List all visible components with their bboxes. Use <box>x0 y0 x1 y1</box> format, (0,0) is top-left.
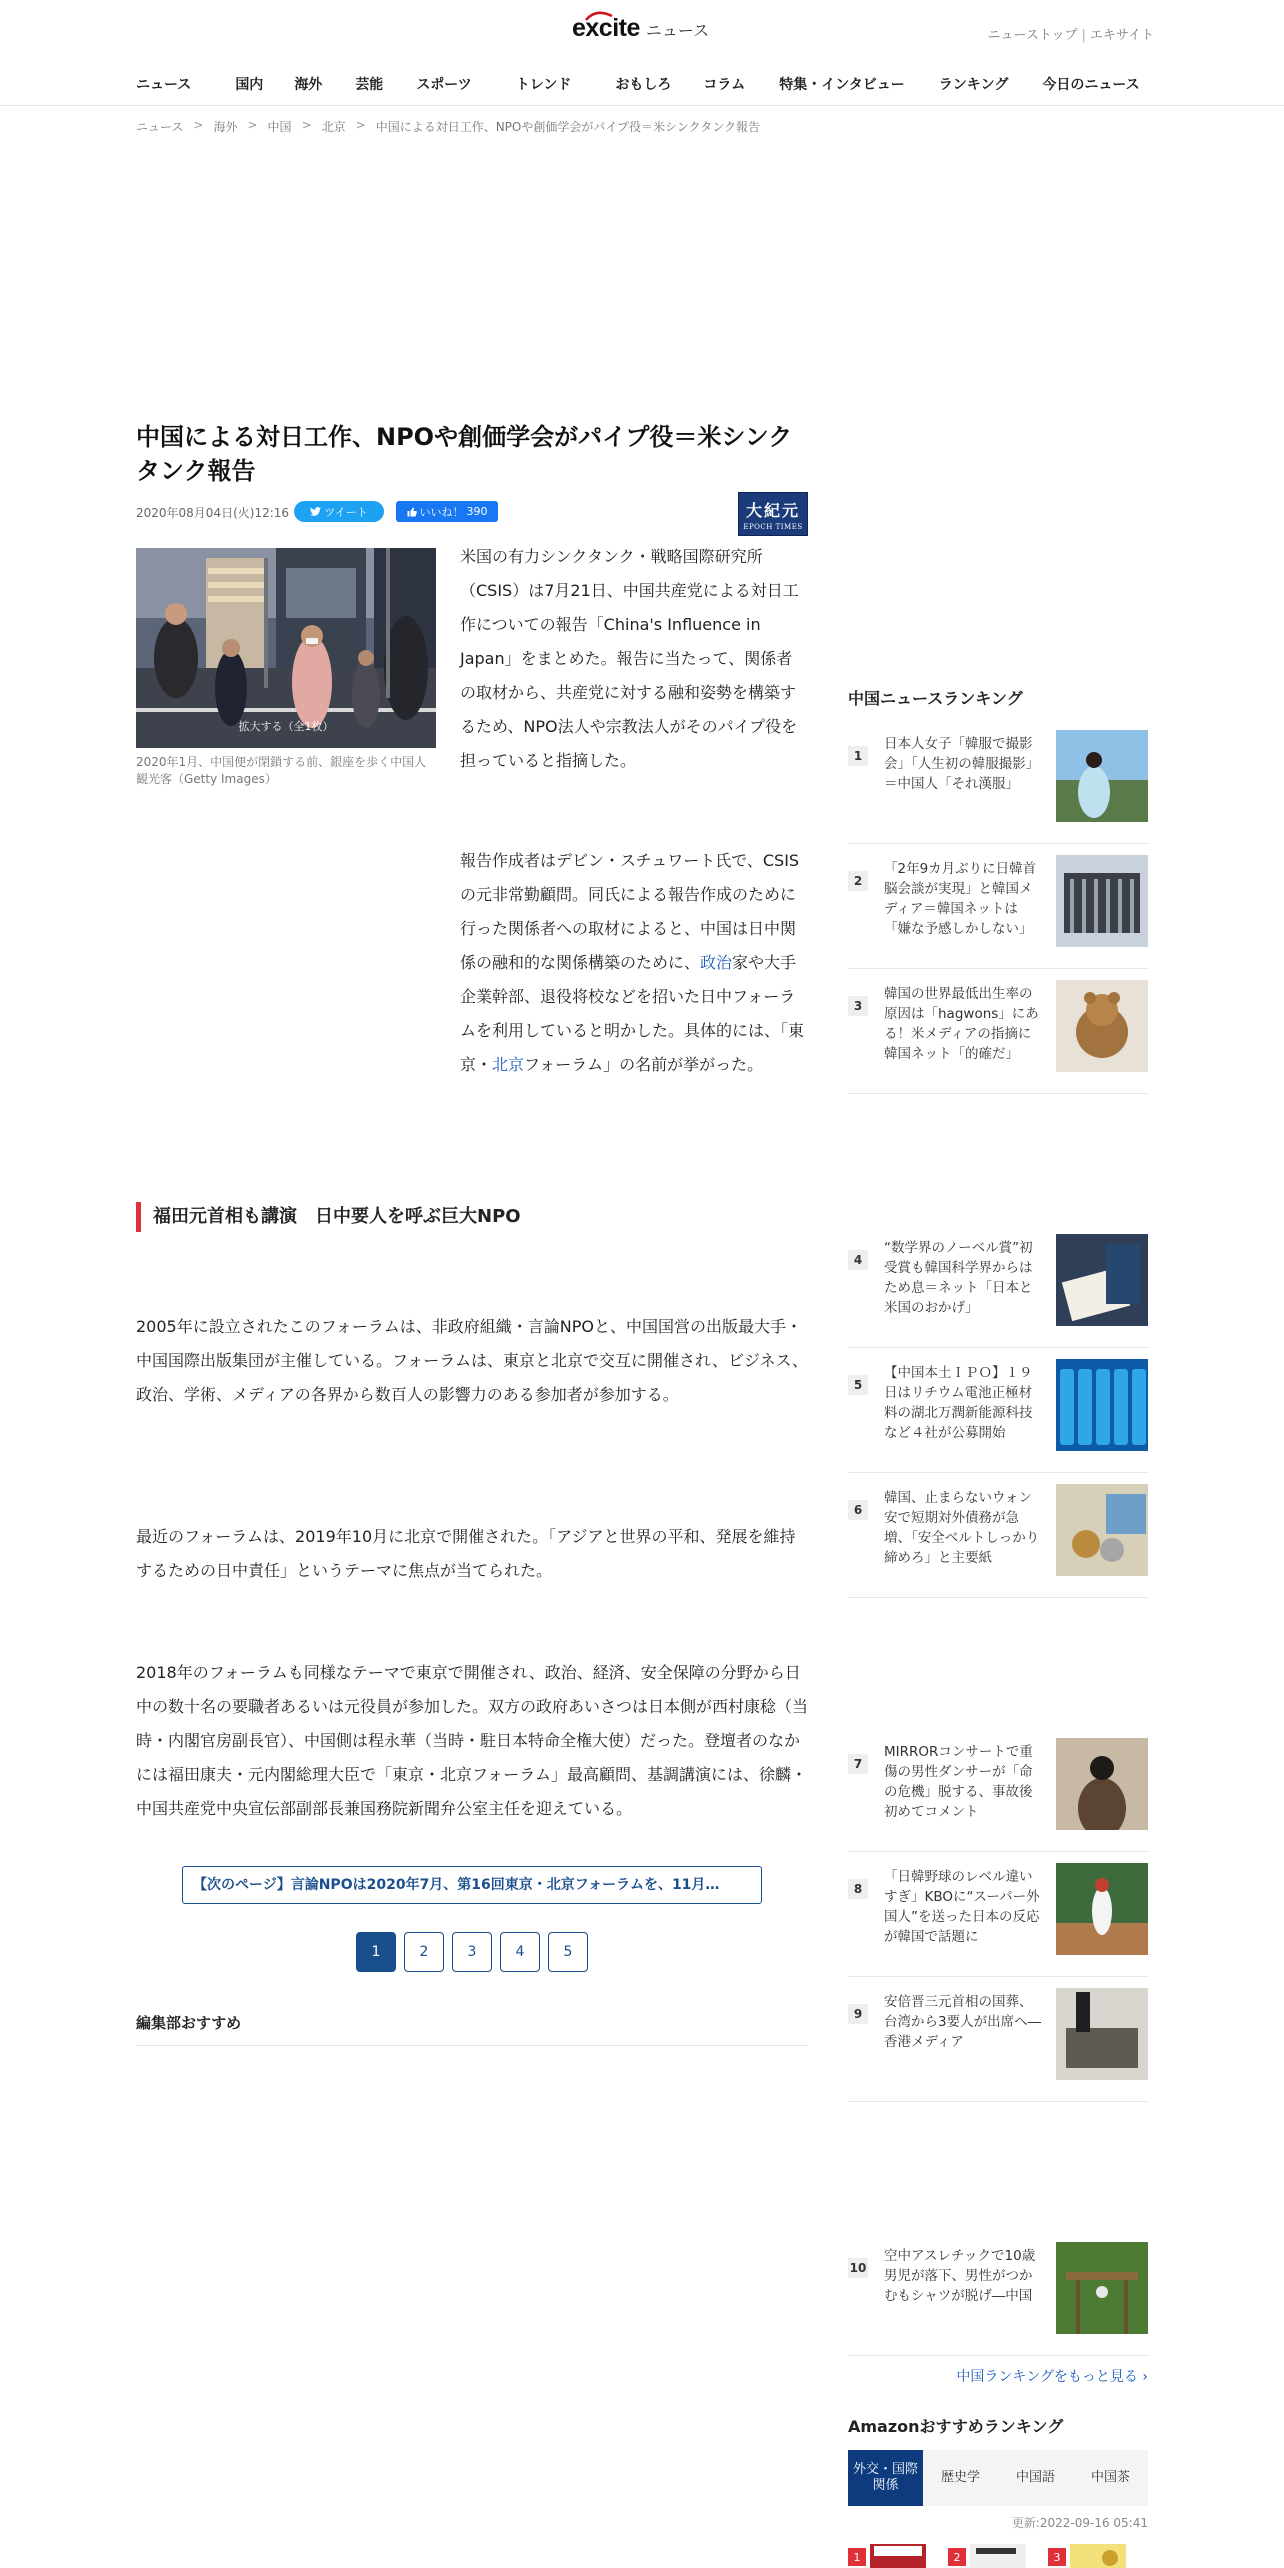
tab-history[interactable]: 歴史学 <box>923 2450 998 2506</box>
rank-number: 3 <box>848 996 868 1016</box>
nav-item-trend[interactable]: トレンド <box>515 77 572 93</box>
page-1-button[interactable]: 1 <box>356 1932 396 1972</box>
ranking-item[interactable] <box>848 2242 1148 2356</box>
nav-item-ranking[interactable]: ランキング <box>938 77 1009 93</box>
like-count: 390 <box>466 505 488 518</box>
ranking-item[interactable] <box>848 1863 1148 1977</box>
para2-text-c: フォーラム」の名前が挙がった。 <box>524 1055 764 1074</box>
nav-item-column[interactable]: コラム <box>703 77 746 93</box>
thumbs-up-icon <box>407 507 417 517</box>
article-paragraph-3: 2005年に設立されたこのフォーラムは、非政府組織・言論NPOと、中国国営の出版最大手・中国国際出版集団が主催している。フォーラムは、東京と北京で交互に開催され、ビジネス、政治、学術、メディアの各界から数百人の影響力のある参加者が参加する。 <box>136 1317 809 1404</box>
amazon-ranking-title: Amazonおすすめランキング <box>848 2417 1064 2436</box>
logo-wordmark: excite <box>572 14 640 42</box>
rank-thumbnail-image <box>1056 1234 1148 1326</box>
page-3-button[interactable]: 3 <box>452 1932 492 1972</box>
rank-number: 9 <box>848 2004 868 2024</box>
article-meta <box>136 492 808 532</box>
nav-item-today[interactable]: 今日のニュース <box>1042 77 1140 93</box>
rank-number: 5 <box>848 1375 868 1395</box>
ranking-item[interactable] <box>848 1484 1148 1598</box>
breadcrumb-current: 中国による対日工作、NPOや創価学会がパイプ役＝米シンクタンク報告 <box>375 120 760 134</box>
ranking-item[interactable] <box>848 730 1148 844</box>
article-lead: 米国の有力シンクタンク・戦略国際研究所（CSIS）は7月21日、中国共産党による対日工作についての報告「China's Influence in Japan」をまとめた。報告に当たって、関係者の取材から、共産党に対する融和姿勢を構築するため、NPO法人や宗教法人がそのパイプ役を担っていると指摘した。 <box>460 547 799 770</box>
rank-number: 6 <box>848 1500 868 1520</box>
rank-headline[interactable]: 韓国、止まらないウォン安で短期対外債務が急増、「安全ベルトしっかり締めろ」と主要紙 <box>884 1490 1040 1566</box>
rank-thumbnail-image <box>1056 2242 1148 2334</box>
breadcrumb-china[interactable]: 中国 <box>267 120 292 134</box>
rank-thumbnail-image <box>1056 1863 1148 1955</box>
rank-headline[interactable]: 安倍晋三元首相の国葬、台湾から3要人が出席へ―香港メディア <box>884 1994 1042 2050</box>
page-2-button[interactable]: 2 <box>404 1932 444 1972</box>
book-cover-image[interactable] <box>970 2544 1026 2568</box>
rank-number: 4 <box>848 1250 868 1270</box>
editor-recommend-heading: 編集部おすすめ <box>136 2012 808 2046</box>
ranking-item[interactable] <box>848 1234 1148 1348</box>
rank-thumbnail-image <box>1056 730 1148 822</box>
chevron-right-icon: › <box>1142 2369 1148 2385</box>
rank-headline[interactable]: “数学界のノーベル賞”初受賞も韓国科学界からはため息＝ネット「日本と米国のおかげ」 <box>884 1240 1033 1316</box>
rank-thumbnail-image <box>1056 855 1148 947</box>
more-ranking-label: 中国ランキングをもっと見る <box>956 2369 1138 2385</box>
logo-subtitle: ニュース <box>645 21 710 40</box>
tweet-label: ツイート <box>324 505 368 519</box>
nav-item-entertainment[interactable]: 芸能 <box>355 77 384 93</box>
tab-chinese-language[interactable]: 中国語 <box>998 2450 1073 2506</box>
tab-diplomacy[interactable]: 外交・国際関係 <box>848 2450 923 2506</box>
tweet-button[interactable] <box>294 501 384 522</box>
photo-caption: 2020年1月、中国便が閉鎖する前、銀座を歩く中国人観光客（Getty Images） <box>136 755 427 786</box>
rank-thumbnail-image <box>1056 1359 1148 1451</box>
excite-logo[interactable] <box>572 14 709 43</box>
facebook-like-button[interactable] <box>396 501 498 522</box>
rank-headline[interactable]: 韓国の世界最低出生率の原因は「hagwons」にある！米メディアの指摘に韓国ネット「的確だ」 <box>884 986 1039 1062</box>
ranking-title: 中国ニュースランキング <box>848 689 1023 708</box>
nav-item-features[interactable]: 特集・インタビュー <box>779 77 905 93</box>
ranking-item[interactable] <box>848 855 1148 969</box>
amazon-products <box>848 2544 1148 2568</box>
epoch-logo-text: 大紀元 <box>745 500 800 520</box>
rank-headline[interactable]: 【中国本土ＩＰＯ】１９日はリチウム電池正極材料の湖北万潤新能源科技など４社が公募開始 <box>884 1365 1033 1441</box>
more-ranking-link[interactable] <box>848 2366 1148 2386</box>
photo-enlarge-label[interactable]: 拡大する（全1枚） <box>238 720 334 733</box>
rank-number: 8 <box>848 1879 868 1899</box>
page-4-button[interactable]: 4 <box>500 1932 540 1972</box>
breadcrumb-overseas[interactable]: 海外 <box>213 120 238 134</box>
rank-thumbnail-image <box>1056 1988 1148 2080</box>
epoch-logo-subtext: EPOCH TIMES <box>743 522 803 531</box>
beijing-link[interactable]: 北京 <box>492 1055 525 1074</box>
top-links: ニューストップ | エキサイト <box>987 28 1154 43</box>
article <box>136 420 809 2032</box>
epoch-times-logo[interactable] <box>738 492 808 536</box>
breadcrumb-beijing[interactable]: 北京 <box>321 120 346 134</box>
amazon-rank-badge: 2 <box>948 2548 966 2566</box>
logo-swoosh-icon <box>584 10 614 22</box>
book-cover-image[interactable] <box>1070 2544 1126 2568</box>
breadcrumb: ニュース > 海外 > 中国 > 北京 > 中国による対日工作、NPOや創価学会がパイプ役＝米シンクタンク報告 <box>136 118 760 134</box>
rank-number: 10 <box>848 2258 868 2278</box>
amazon-updated-time: 更新:2022-09-16 05:41 <box>1011 2516 1148 2530</box>
top-link-excite[interactable]: エキサイト <box>1089 28 1154 43</box>
book-cover-image[interactable] <box>870 2544 926 2568</box>
rank-thumbnail-image <box>1056 1738 1148 1830</box>
nav-item-news[interactable]: ニュース <box>136 77 192 93</box>
ranking-item[interactable] <box>848 1359 1148 1473</box>
like-label: いいね！ <box>419 505 464 519</box>
amazon-rank-badge: 1 <box>848 2548 866 2566</box>
next-page-link[interactable]: 【次のページ】言論NPOは2020年7月、第16回東京・北京フォーラムを、11月… <box>182 1866 762 1904</box>
rank-thumbnail-image <box>1056 1484 1148 1576</box>
nav-item-overseas[interactable]: 海外 <box>294 77 323 93</box>
para2-text-b: 家や大手企業幹部、退役将校などを招いた日中フォーラムを利用していると明かした。具体的には、「東京・ <box>460 953 805 1074</box>
breadcrumb-news[interactable]: ニュース <box>136 120 184 134</box>
article-date: 2020年08月04日(火)12:16 <box>136 506 290 520</box>
article-photo[interactable] <box>136 548 436 748</box>
page-5-button[interactable]: 5 <box>548 1932 588 1972</box>
rank-headline[interactable]: 「2年9カ月ぶりに日韓首脳会談が実現」と韓国メディア＝韓国ネットは「嫌な予感しかしない」 <box>884 861 1037 937</box>
article-paragraph-4: 最近のフォーラムは、2019年10月に北京で開催された。「アジアと世界の平和、発展を維持するための日中責任」というテーマに焦点が当てられた。 <box>136 1527 796 1580</box>
ranking-item[interactable] <box>848 1738 1148 1852</box>
para2-text-a: 報告作成者はデビン・スチュワート氏で、CSISの元非常勤顧問。同氏による報告作成のために行った関係者への取材によると、中国は日中関係の融和的な関係構築のために、 <box>460 851 800 972</box>
top-link-news-top[interactable]: ニューストップ <box>987 28 1078 43</box>
twitter-bird-icon <box>310 507 321 516</box>
nav-item-funny[interactable]: おもしろ <box>615 77 672 93</box>
article-title: 中国による対日工作、NPOや創価学会がパイプ役＝米シンクタンク報告 <box>136 423 793 485</box>
ranking-item[interactable] <box>848 980 1148 1094</box>
article-paragraph-5: 2018年のフォーラムも同様なテーマで東京で開催され、政治、経済、安全保障の分野から日中の数十名の要職者あるいは元役員が参加した。双方の政府あいさつは日本側が西村康稔（当時・内閣官房副長官）、中国側は程永華（当時・駐日本特命全権大使）だった。登壇者のなかには福田康夫・元内閣総理大臣で「東京・北京フォーラム」最高顧問、基調講演には、徐麟・中国共産党中央宣伝部副部長兼国務院新聞弁公室主任を迎えている。 <box>136 1663 809 1818</box>
rank-number: 7 <box>848 1754 868 1774</box>
rank-headline[interactable]: 空中アスレチックで10歳男児が落下、男性がつかむもシャツが脱げ―中国 <box>884 2248 1036 2304</box>
nav-item-sports[interactable]: スポーツ <box>416 77 472 93</box>
amazon-rank-badge: 3 <box>1048 2548 1066 2566</box>
tab-chinese-tea[interactable]: 中国茶 <box>1073 2450 1148 2506</box>
nav-item-domestic[interactable]: 国内 <box>235 77 264 93</box>
amazon-tabs <box>848 2450 1148 2506</box>
politics-link[interactable]: 政治 <box>700 953 733 972</box>
rank-thumbnail-image <box>1056 980 1148 1072</box>
article-paragraph-2 <box>460 844 808 1082</box>
ranking-item[interactable] <box>848 1988 1148 2102</box>
rank-number: 1 <box>848 746 868 766</box>
rank-headline[interactable]: MIRRORコンサートで重傷の男性ダンサーが「命の危機」脱する、事故後初めてコメント <box>884 1744 1033 1820</box>
sidebar <box>848 0 1148 2568</box>
rank-number: 2 <box>848 871 868 891</box>
rank-headline[interactable]: 日本人女子「韓服で撮影会」「人生初の韓服撮影」＝中国人「それ漢服」 <box>884 736 1040 792</box>
article-subheading: 福田元首相も講演 日中要人を呼ぶ巨大NPO <box>136 1202 808 1232</box>
pagination <box>356 1932 588 1972</box>
rank-headline[interactable]: 「日韓野球のレベル違いすぎ」KBOに“スーパー外国人”を送った日本の反応が韓国で話題に <box>884 1869 1040 1945</box>
